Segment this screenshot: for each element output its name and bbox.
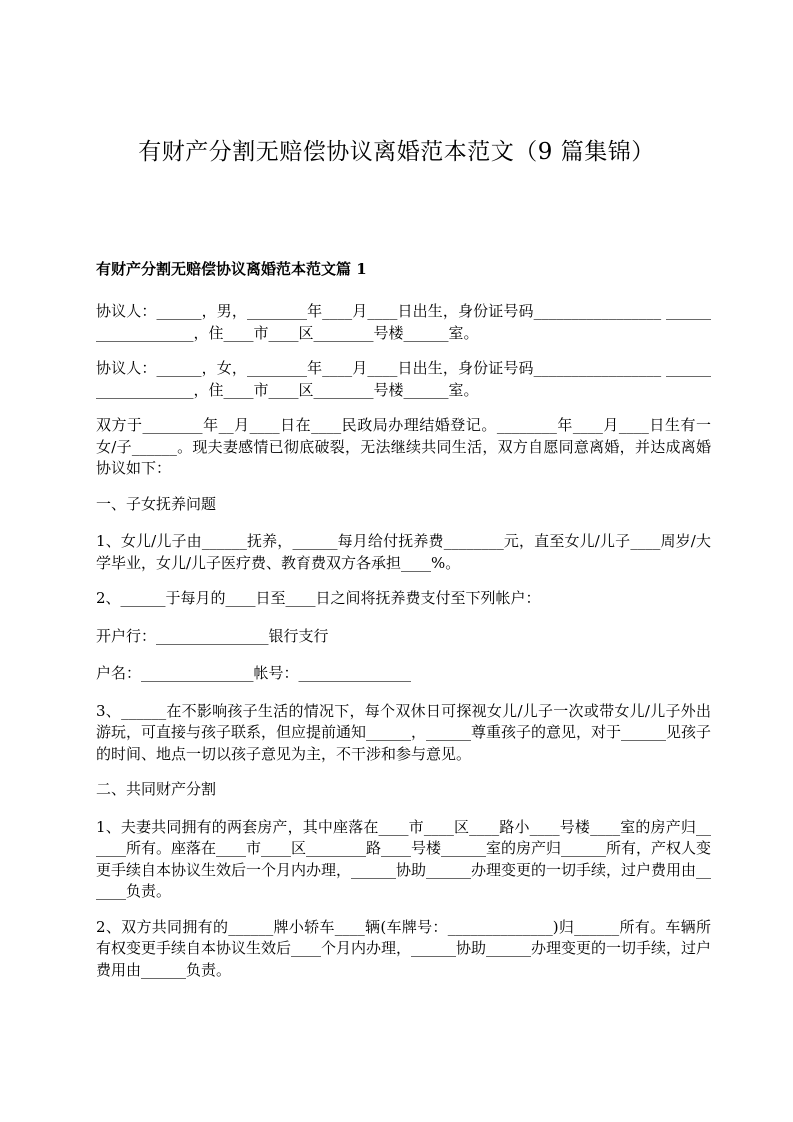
party-one-paragraph: 协议人：______，男，________年____月____日出生，身份证号码_________________ ___________________，住____市____区________号楼______室。 <box>96 302 711 342</box>
section-heading: 有财产分割无赔偿协议离婚范本范文篇 1 <box>96 260 367 278</box>
party-two-paragraph: 协议人：______，女，________年____月____日出生，身份证号码_________________ ___________________，住____市____区________号楼______室。 <box>96 359 711 399</box>
custody-clause-3: 3、______在不影响孩子生活的情况下，每个双休日可探视女儿/儿子一次或带女儿/儿子外出游玩，可直接与孩子联系，但应提前通知______，______尊重孩子的意见，对于______见孩子的时间、地点一切以孩子意见为主，不干涉和参与意见。 <box>96 701 712 763</box>
property-clause-2: 2、双方共同拥有的______牌小轿车____辆(车牌号：______________)归______所有。车辆所有权变更手续自本协议生效后____个月内办理，______协助______办理变更的一切手续，过户费用由______负责。 <box>96 917 712 979</box>
document-title: 有财产分割无赔偿协议离婚范本范文（9 篇集锦） <box>138 139 655 165</box>
marriage-paragraph: 双方于________年__月____日在____民政局办理结婚登记。________年____月____日生有一女/子______。现夫妻感情已彻底破裂，无法继续共同生活，双方自愿同意离婚，并达成离婚协议如下： <box>96 416 711 477</box>
heading-property-division: 二、共同财产分割 <box>96 780 217 798</box>
heading-child-custody: 一、子女抚养问题 <box>96 494 217 513</box>
custody-clause-1: 1、女儿/儿子由______抚养，______每月给付抚养费________元，直至女儿/儿子____周岁/大学毕业，女儿/儿子医疗费、教育费双方各承担____%。 <box>96 532 711 572</box>
bank-line: 开户行：_______________银行支行 <box>96 626 329 645</box>
custody-clause-2: 2、______于每月的____日至____日之间将抚养费支付至下列帐户： <box>96 589 541 607</box>
account-line: 户名：_______________帐号：_______________ <box>96 664 412 682</box>
property-clause-1: 1、夫妻共同拥有的两套房产，其中座落在____市____区____路小____号楼____室的房产归______所有。座落在____市____区________路____号楼______室的房产归______所有，产权人变更手续自本协议生效后一个月内办理，______协助______办理变更的一切手续，过户费用由______负责。 <box>96 817 712 900</box>
document-body <box>96 301 711 995</box>
